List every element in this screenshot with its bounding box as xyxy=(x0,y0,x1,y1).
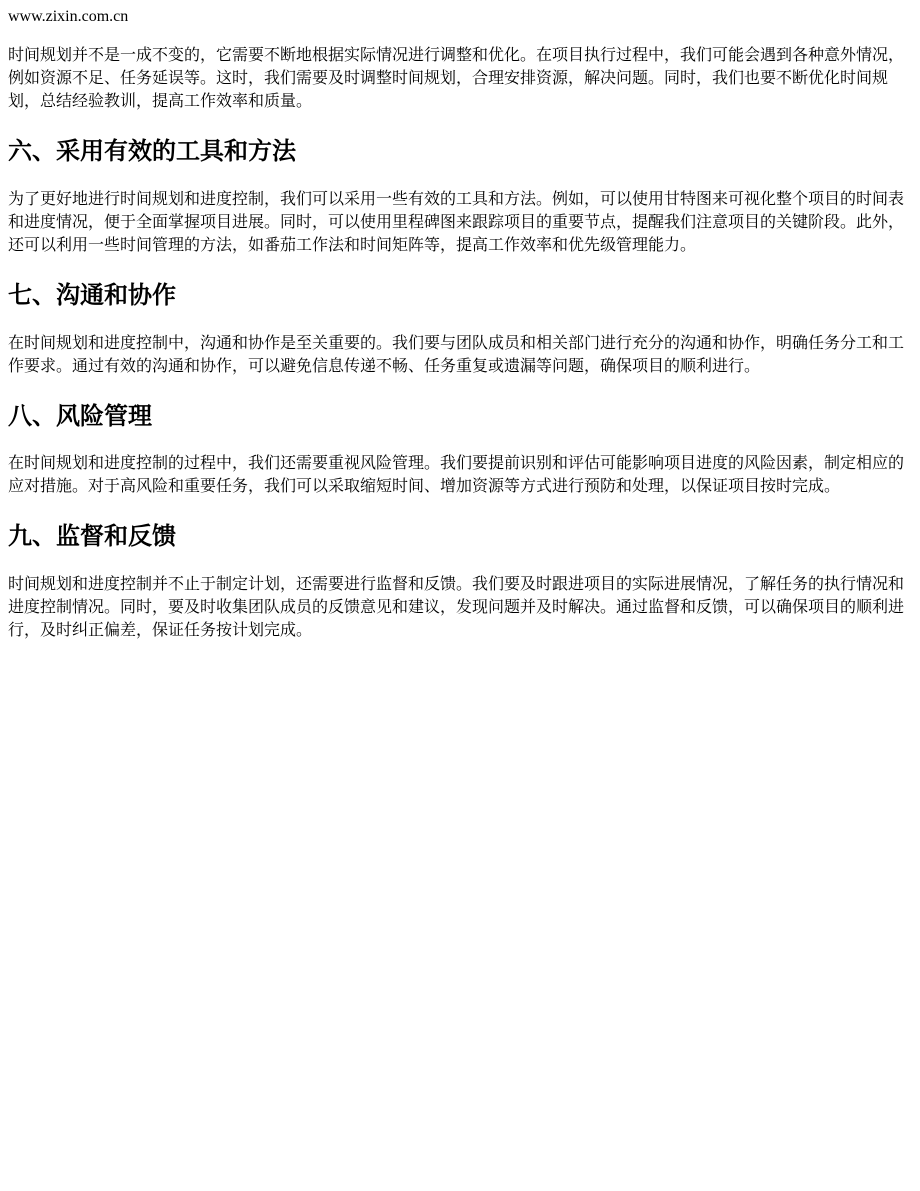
paragraph-section-8: 在时间规划和进度控制的过程中，我们还需要重视风险管理。我们要提前识别和评估可能影响项目进度的风险因素，制定相应的应对措施。对于高风险和重要任务，我们可以采取缩短时间、增加资源等方式进行预防和处理，以保证项目按时完成。 xyxy=(8,455,905,496)
heading-section-6: 六、采用有效的工具和方法 xyxy=(8,138,296,165)
heading-section-9: 九、监督和反馈 xyxy=(8,524,176,551)
paragraph-section-7: 在时间规划和进度控制中，沟通和协作是至关重要的。我们要与团队成员和相关部门进行充分的沟通和协作，明确任务分工和工作要求。通过有效的沟通和协作，可以避免信息传递不畅、任务重复或遗漏等问题，确保项目的顺利进行。 xyxy=(8,334,905,375)
heading-section-8: 八、风险管理 xyxy=(8,403,152,430)
paragraph-section-9: 时间规划和进度控制并不止于制定计划，还需要进行监督和反馈。我们要及时跟进项目的实际进展情况，了解任务的执行情况和进度控制情况。同时，要及时收集团队成员的反馈意见和建议，发现问题并及时解决。通过监督和反馈，可以确保项目的顺利进行，及时纠正偏差，保证任务按计划完成。 xyxy=(8,576,905,640)
paragraph-section-6: 为了更好地进行时间规划和进度控制，我们可以采用一些有效的工具和方法。例如，可以使用甘特图来可视化整个项目的时间表和进度情况，便于全面掌握项目进展。同时，可以使用里程碑图来跟踪项目的重要节点，提醒我们注意项目的关键阶段。此外，还可以利用一些时间管理的方法，如番茄工作法和时间矩阵等，提高工作效率和优先级管理能力。 xyxy=(8,190,905,254)
heading-section-7: 七、沟通和协作 xyxy=(8,282,176,309)
watermark: www.zixin.com.cn xyxy=(8,8,129,25)
paragraph-intro: 时间规划并不是一成不变的，它需要不断地根据实际情况进行调整和优化。在项目执行过程中，我们可能会遇到各种意外情况，例如资源不足、任务延误等。这时，我们需要及时调整时间规划，合理安排资源，解决问题。同时，我们也要不断优化时间规划，总结经验教训，提高工作效率和质量。 xyxy=(8,47,905,110)
document-page xyxy=(8,8,912,640)
